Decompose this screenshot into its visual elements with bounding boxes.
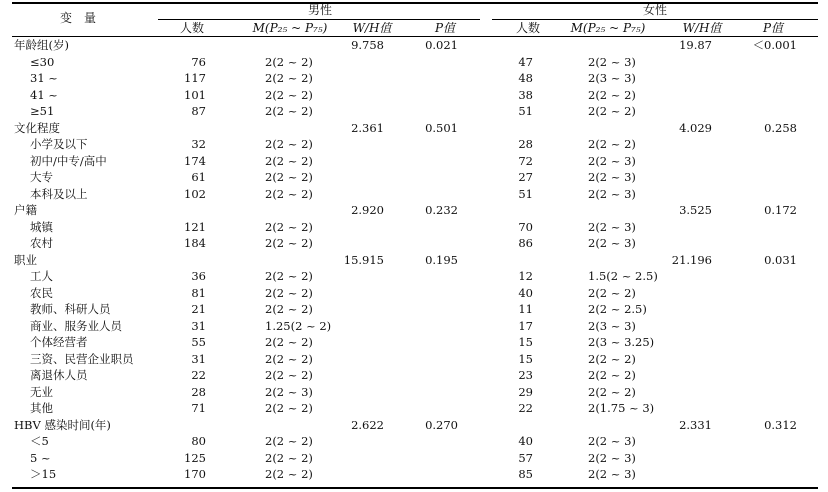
female-count: 28: [518, 137, 533, 151]
female-wh: 2.331: [679, 417, 712, 432]
male-median: 2(2 ~ 2): [265, 186, 313, 201]
female-count: 27: [518, 170, 533, 184]
male-wh: 15.915: [343, 252, 384, 267]
female-p: 0.258: [764, 120, 797, 135]
male-count: 174: [184, 153, 206, 168]
male-median: 2(2 ~ 2): [265, 335, 313, 349]
header-male-median: M(P₂₅ ~ P₇₅): [252, 21, 328, 35]
male-p: 0.195: [425, 252, 458, 267]
row-label: 初中/中专/高中: [30, 153, 107, 168]
row-label: 农民: [30, 285, 53, 300]
female-p: 0.172: [764, 203, 797, 217]
female-median: 2(2 ~ 2): [588, 368, 636, 382]
row-label: 商业、服务业人员: [30, 318, 122, 333]
female-wh: 19.87: [679, 38, 712, 52]
female-count: 29: [518, 384, 533, 399]
row-label: 工人: [30, 269, 53, 283]
female-count: 51: [518, 104, 533, 118]
header-female-wh: W/H值: [682, 21, 722, 35]
female-count: 22: [518, 401, 533, 415]
male-median: 2(2 ~ 2): [265, 87, 313, 102]
header-female: 女性: [642, 3, 668, 17]
male-count: 101: [184, 87, 206, 102]
male-count: 21: [191, 302, 206, 316]
female-count: 85: [518, 467, 533, 481]
bottom-rule: [12, 487, 818, 489]
header-male-p: P值: [434, 21, 456, 35]
female-count: 40: [518, 434, 533, 448]
male-count: 28: [191, 384, 206, 399]
male-wh: 9.758: [351, 38, 384, 52]
header-female-p: P值: [762, 21, 784, 35]
male-median: 2(2 ~ 2): [265, 137, 313, 151]
female-count: 86: [518, 236, 533, 250]
female-median: 2(2 ~ 2): [588, 285, 636, 300]
female-median: 2(2 ~ 2.5): [588, 302, 647, 316]
male-median: 2(2 ~ 2): [265, 285, 313, 300]
row-label: 其他: [30, 401, 53, 415]
row-label: ＜5: [30, 434, 49, 448]
row-label: 41 ~: [30, 87, 58, 102]
row-label: 5 ~: [30, 450, 51, 465]
female-count: 12: [518, 269, 533, 283]
male-count: 125: [184, 450, 206, 465]
male-count: 121: [184, 219, 206, 234]
male-count: 31: [191, 351, 206, 366]
male-median: 1.25(2 ~ 2): [265, 318, 332, 333]
male-median: 2(2 ~ 2): [265, 450, 313, 465]
row-label: 城镇: [30, 219, 53, 234]
male-count: 81: [191, 285, 206, 300]
row-label: 职业: [14, 252, 37, 267]
female-count: 48: [518, 71, 533, 85]
female-count: 15: [518, 335, 533, 349]
male-count: 61: [191, 170, 206, 184]
male-count: 184: [184, 236, 206, 250]
male-median: 2(2 ~ 2): [265, 219, 313, 234]
row-label: ≥51: [30, 104, 55, 118]
male-median: 2(2 ~ 2): [265, 467, 313, 481]
female-median: 2(2 ~ 3): [588, 450, 636, 465]
male-median: 2(2 ~ 3): [265, 384, 313, 399]
male-median: 2(2 ~ 2): [265, 104, 313, 118]
male-count: 76: [191, 54, 206, 69]
male-count: 102: [184, 186, 206, 201]
female-count: 47: [518, 54, 533, 69]
row-label: ≤30: [30, 54, 55, 69]
male-count: 22: [191, 368, 206, 382]
female-median: 2(2 ~ 3): [588, 186, 636, 201]
female-median: 2(2 ~ 3): [588, 219, 636, 234]
female-p: ＜0.001: [752, 38, 797, 52]
female-median: 2(3 ~ 3): [588, 318, 636, 333]
male-count: 117: [184, 71, 206, 85]
male-median: 2(2 ~ 2): [265, 302, 313, 316]
row-label: 文化程度: [14, 120, 60, 135]
female-median: 2(2 ~ 2): [588, 351, 636, 366]
female-count: 72: [518, 153, 533, 168]
header-male: 男性: [307, 3, 333, 17]
female-p: 0.031: [764, 252, 797, 267]
female-wh: 3.525: [679, 203, 712, 217]
female-count: 38: [518, 87, 533, 102]
female-p: 0.312: [764, 417, 797, 432]
row-label: 年龄组(岁): [14, 38, 69, 52]
header-male-wh: W/H值: [352, 21, 392, 35]
header-male-count: 人数: [179, 21, 205, 35]
male-count: 71: [191, 401, 206, 415]
female-median: 2(2 ~ 3): [588, 153, 636, 168]
male-count: 36: [191, 269, 206, 283]
row-label: 无业: [30, 384, 53, 399]
female-median: 2(3 ~ 3): [588, 71, 636, 85]
top-rule: [12, 2, 818, 4]
female-count: 51: [518, 186, 533, 201]
male-wh: 2.622: [351, 417, 384, 432]
male-median: 2(2 ~ 2): [265, 401, 313, 415]
male-median: 2(2 ~ 2): [265, 368, 313, 382]
row-label: 31 ~: [30, 71, 58, 85]
female-count: 23: [518, 368, 533, 382]
row-label: 离退休人员: [30, 368, 88, 382]
male-count: 55: [191, 335, 206, 349]
header-female-median: M(P₂₅ ~ P₇₅): [570, 21, 646, 35]
male-count: 32: [191, 137, 206, 151]
male-wh: 2.361: [351, 120, 384, 135]
row-label: HBV 感染时间(年): [14, 417, 111, 432]
row-label: 农村: [30, 236, 53, 250]
female-wh: 4.029: [679, 120, 712, 135]
header-female-count: 人数: [515, 21, 541, 35]
male-median: 2(2 ~ 2): [265, 434, 313, 448]
female-wh: 21.196: [671, 252, 712, 267]
row-label: 本科及以上: [30, 186, 88, 201]
female-count: 70: [518, 219, 533, 234]
header-variable: 变 量: [59, 11, 97, 25]
male-p: 0.232: [425, 203, 458, 217]
male-median: 2(2 ~ 2): [265, 153, 313, 168]
female-median: 2(2 ~ 3): [588, 434, 636, 448]
female-median: 2(1.75 ~ 3): [588, 401, 655, 415]
male-median: 2(2 ~ 2): [265, 71, 313, 85]
male-wh: 2.920: [351, 203, 384, 217]
female-median: 2(2 ~ 3): [588, 54, 636, 69]
female-median: 2(2 ~ 2): [588, 384, 636, 399]
female-median: 2(3 ~ 3.25): [588, 335, 655, 349]
male-median: 2(2 ~ 2): [265, 170, 313, 184]
male-median: 2(2 ~ 2): [265, 269, 313, 283]
male-median: 2(2 ~ 2): [265, 351, 313, 366]
male-count: 31: [191, 318, 206, 333]
female-count: 57: [518, 450, 533, 465]
female-count: 17: [518, 318, 533, 333]
female-median: 2(2 ~ 3): [588, 170, 636, 184]
female-median: 1.5(2 ~ 2.5): [588, 269, 658, 283]
female-median: 2(2 ~ 3): [588, 467, 636, 481]
row-label: 个体经营者: [30, 335, 88, 349]
male-median: 2(2 ~ 2): [265, 236, 313, 250]
female-median: 2(2 ~ 3): [588, 236, 636, 250]
male-p: 0.270: [425, 417, 458, 432]
female-median: 2(2 ~ 2): [588, 87, 636, 102]
female-median: 2(2 ~ 2): [588, 137, 636, 151]
row-label: 三资、民营企业职员: [30, 351, 134, 366]
row-label: 大专: [30, 170, 53, 184]
male-count: 80: [191, 434, 206, 448]
row-label: ＞15: [30, 467, 57, 481]
female-count: 40: [518, 285, 533, 300]
row-label: 户籍: [14, 203, 37, 217]
male-count: 87: [191, 104, 206, 118]
female-count: 15: [518, 351, 533, 366]
female-median: 2(2 ~ 2): [588, 104, 636, 118]
male-p: 0.501: [425, 120, 458, 135]
male-median: 2(2 ~ 2): [265, 54, 313, 69]
row-label: 教师、科研人员: [30, 302, 111, 316]
row-label: 小学及以下: [30, 137, 88, 151]
male-count: 170: [184, 467, 206, 481]
male-p: 0.021: [425, 38, 458, 52]
female-count: 11: [518, 302, 533, 316]
